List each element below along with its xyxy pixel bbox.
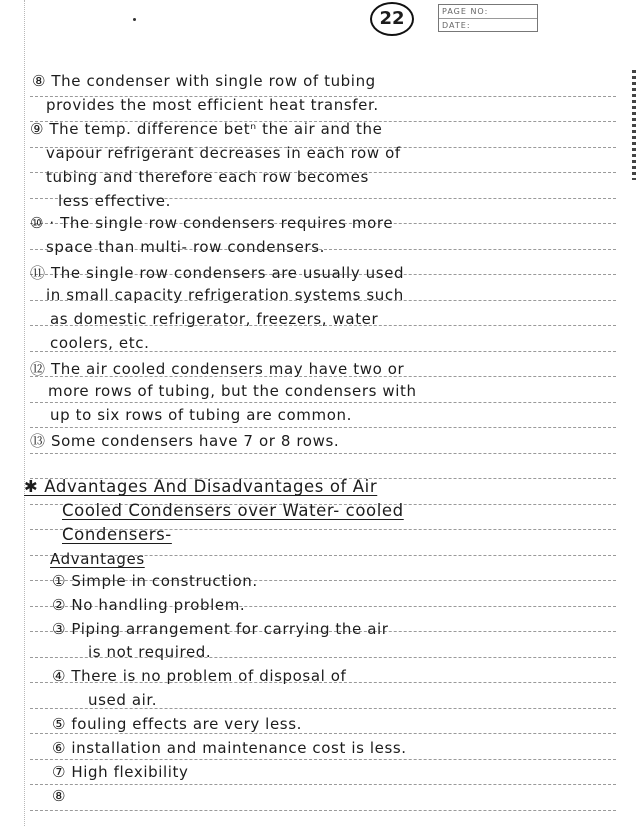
- list-item: ④ There is no problem of disposal of: [52, 667, 347, 685]
- list-item: is not required.: [88, 643, 212, 661]
- note-line: ⑧ The condenser with single row of tubing: [32, 72, 376, 90]
- date-field: DATE:: [442, 21, 471, 30]
- ruled-line: [30, 784, 616, 785]
- ruled-line: [30, 453, 616, 454]
- list-item: ⑥ installation and maintenance cost is less.: [52, 739, 407, 757]
- note-line: tubing and therefore each row becomes: [46, 168, 369, 186]
- note-line: vapour refrigerant decreases in each row of: [46, 144, 401, 162]
- page-number-circle: [370, 2, 414, 36]
- page-no-field: PAGE NO:: [439, 5, 537, 19]
- ruled-line: [30, 427, 616, 428]
- subheading-advantages: Advantages: [50, 550, 145, 568]
- list-item: used air.: [88, 691, 158, 709]
- ruled-line: [30, 759, 616, 760]
- section-heading: Condensers-: [62, 525, 172, 544]
- ruled-line: [30, 402, 616, 403]
- note-line: in small capacity refrigeration systems such: [46, 286, 404, 304]
- note-line: space than multi- row condensers.: [46, 238, 325, 256]
- note-line: more rows of tubing, but the condensers with: [48, 382, 417, 400]
- note-line: ⑬ Some condensers have 7 or 8 rows.: [30, 432, 340, 450]
- ink-dot: [133, 18, 136, 21]
- page-number: 22: [379, 8, 405, 29]
- list-item: ⑤ fouling effects are very less.: [52, 715, 302, 733]
- list-item: ⑦ High flexibility: [52, 763, 189, 781]
- note-line: ⑩ · The single row condensers requires more: [30, 214, 394, 232]
- section-heading: Cooled Condensers over Water- cooled: [62, 501, 404, 520]
- ruled-line: [30, 810, 616, 811]
- note-line: ⑫ The air cooled condensers may have two or: [30, 360, 405, 378]
- note-line: provides the most efficient heat transfer.: [46, 96, 379, 114]
- list-item: ⑧: [52, 787, 67, 805]
- page-date-box: [438, 4, 538, 32]
- list-item: ② No handling problem.: [52, 596, 246, 614]
- note-line: as domestic refrigerator, freezers, water: [50, 310, 379, 328]
- note-line: less effective.: [58, 192, 171, 210]
- note-line: ⑪ The single row condensers are usually used: [30, 264, 405, 282]
- section-heading: ✱ Advantages And Disadvantages of Air: [24, 477, 378, 496]
- list-item: ③ Piping arrangement for carrying the air: [52, 620, 389, 638]
- page-margin-line: [24, 0, 25, 826]
- note-line: coolers, etc.: [50, 334, 150, 352]
- note-line: up to six rows of tubing are common.: [50, 406, 352, 424]
- list-item: ① Simple in construction.: [52, 572, 258, 590]
- note-line: ⑨ The temp. difference betⁿ the air and the: [30, 120, 383, 138]
- ruled-line: [30, 733, 616, 734]
- binding-edge-marks: [632, 70, 636, 180]
